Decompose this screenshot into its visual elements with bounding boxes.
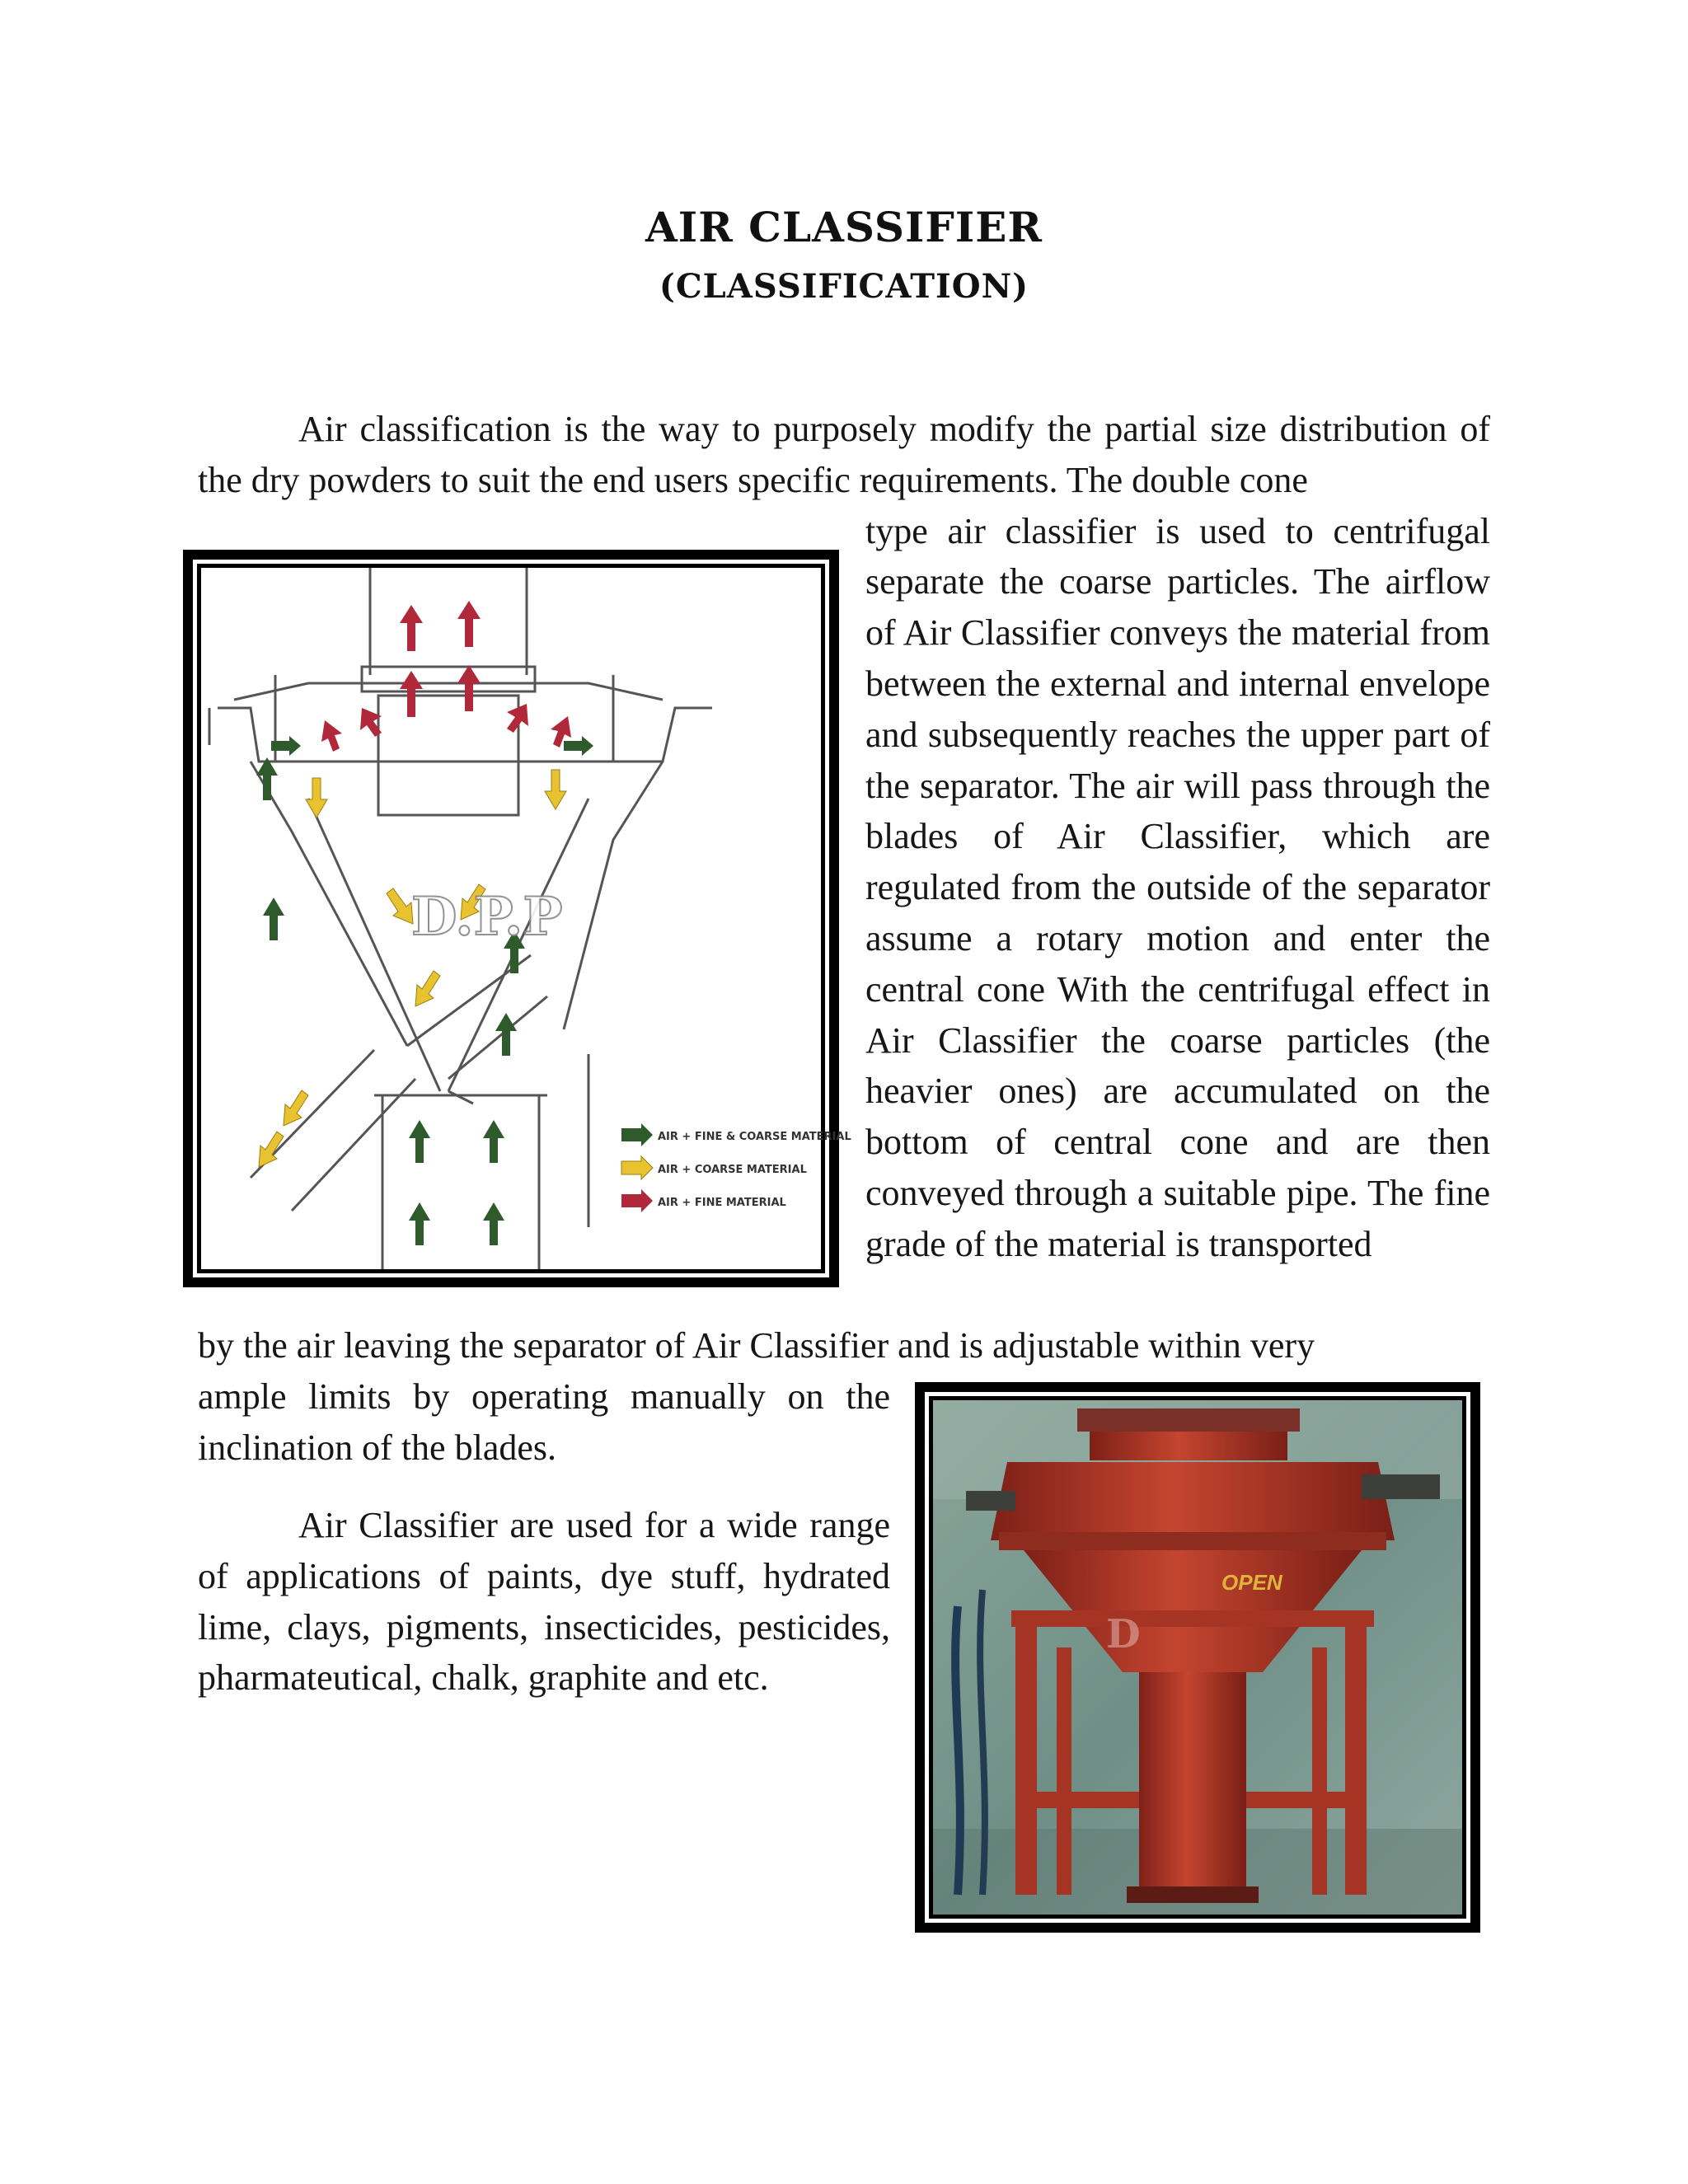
photo-svg (933, 1400, 1462, 1915)
legend-label-fine: AIR + FINE MATERIAL (658, 1197, 786, 1209)
air-classifier-diagram (201, 568, 851, 1269)
legend-label-coarse: AIR + COARSE MATERIAL (658, 1164, 807, 1176)
paragraph-2: Air Classifier are used for a wide range of applications of paints, dye stuff, hydrated lime, clays, pigments, insecticides, pesticides, pharmateutical, chalk, graphite and etc. (198, 1505, 890, 1699)
photo-stencil: OPEN (1221, 1570, 1282, 1595)
paragraph-1-end: ample limits by operating manually on the inclination of the blades. (198, 1376, 890, 1468)
legend-label-fine-coarse: AIR + FINE & COARSE MATERIAL (658, 1131, 851, 1143)
paragraph-1-tail: by the air leaving the separator of Air Classifier and is adjustable within very (198, 1325, 1315, 1366)
diagram-frame (183, 550, 851, 1287)
photo-watermark: D (1106, 1611, 1141, 1657)
paragraph-1-lead: Air classification is the way to purposely modify the partial size distribution of the dry powders to suit the end users specific requirements. The double cone (198, 409, 1490, 500)
photo-frame (915, 1382, 1480, 1933)
diagram-watermark: D.P.P (411, 886, 563, 948)
page-title: AIR CLASSIFIER (645, 203, 1043, 251)
diagram-svg (201, 568, 851, 1269)
paragraph-1-side: type air classifier is used to centrifugal separate the coarse particles. The airflow of Air Classifier conveys the material from between the external and internal envelope and subsequently reaches the upper part of the separator. The air will pass through the blades of Air Classifier, which are regulated from the outside of the separator assume a rotary motion and enter the central cone With the centrifugal effect in Air Classifier the coarse particles (the heavier ones) are accumulated on the bottom of central cone and are then conveyed through a suitable pipe. The fine grade of the material is transported (865, 510, 1490, 1264)
page-subtitle: (CLASSIFICATION) (659, 267, 1029, 306)
air-classifier-photo (933, 1400, 1462, 1915)
